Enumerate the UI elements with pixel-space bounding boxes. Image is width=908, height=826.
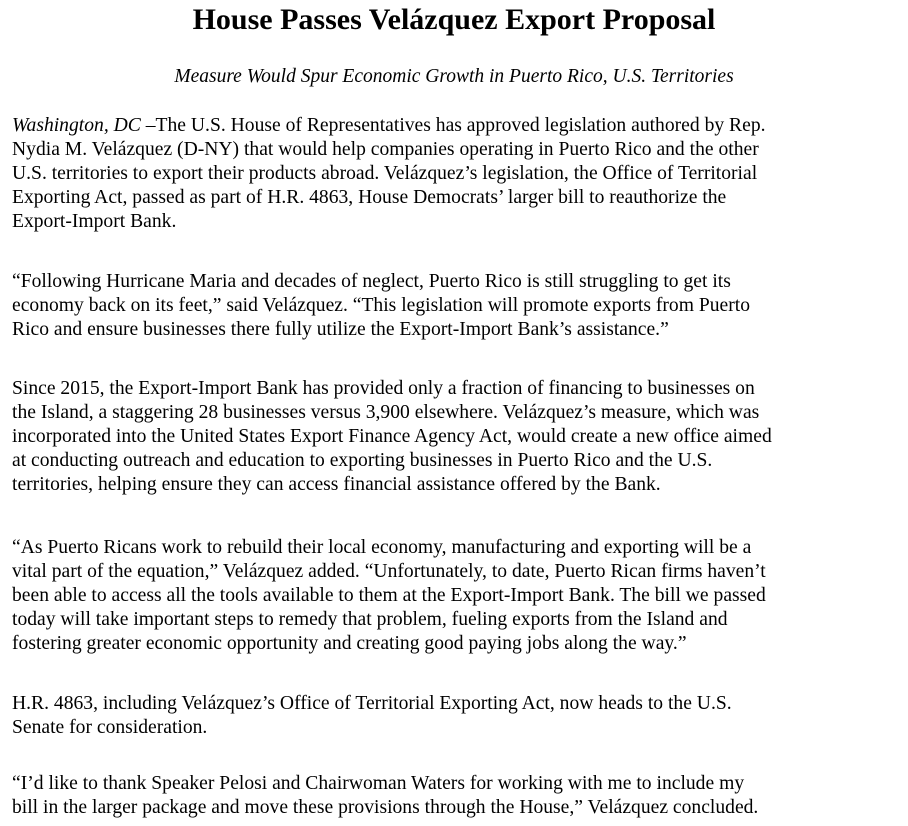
paragraph-line: Rico and ensure businesses there fully utilize the Export-Import Bank’s assistance.” (12, 319, 669, 340)
paragraph-line: Senate for consideration. (12, 717, 208, 738)
paragraph-line: Exporting Act, passed as part of H.R. 4863, House Democrats’ larger bill to reauthorize the (12, 187, 727, 208)
paragraph-senate (12, 692, 904, 740)
dateline: Washington, DC (12, 115, 141, 136)
paragraph-line: vital part of the equation,” Velázquez added. “Unfortunately, to date, Puerto Rican firms haven’t (12, 561, 766, 582)
paragraph-financing (12, 377, 904, 497)
paragraph-line: fostering greater economic opportunity and creating good paying jobs along the way.” (12, 633, 687, 654)
paragraph-quote-2 (12, 536, 904, 656)
paragraph-quote-3 (12, 772, 904, 820)
paragraph-intro (12, 114, 904, 234)
paragraph-line: Export-Import Bank. (12, 211, 177, 232)
paragraph-line: incorporated into the United States Export Finance Agency Act, would create a new office aimed (12, 426, 772, 447)
paragraph-line: economy back on its feet,” said Velázquez. “This legislation will promote exports from Puerto (12, 295, 751, 316)
paragraph-line: H.R. 4863, including Velázquez’s Office of Territorial Exporting Act, now heads to the U.S. (12, 693, 732, 714)
paragraph-line: today will take important steps to remedy that problem, fueling exports from the Island and (12, 609, 728, 630)
paragraph-line: territories, helping ensure they can access financial assistance offered by the Bank. (12, 474, 661, 495)
paragraph-line: “I’d like to thank Speaker Pelosi and Chairwoman Waters for working with me to include my (12, 773, 745, 794)
paragraph-line: Nydia M. Velázquez (D-NY) that would help companies operating in Puerto Rico and the other (12, 139, 759, 160)
paragraph-line: “Following Hurricane Maria and decades of neglect, Puerto Rico is still struggling to get its (12, 271, 731, 292)
paragraph-line: at conducting outreach and education to exporting businesses in Puerto Rico and the U.S. (12, 450, 713, 471)
paragraph-line-text: –The U.S. House of Representatives has approved legislation authored by Rep. (140, 115, 766, 136)
paragraph-line: been able to access all the tools available to them at the Export-Import Bank. The bill we passed (12, 585, 766, 606)
paragraph-line (12, 114, 904, 138)
paragraph-line: U.S. territories to export their products abroad. Velázquez’s legislation, the Office of Territorial (12, 163, 758, 184)
paragraph-line: the Island, a staggering 28 businesses versus 3,900 elsewhere. Velázquez’s measure, which was (12, 402, 760, 423)
subheadline: Measure Would Spur Economic Growth in Puerto Rico, U.S. Territories (174, 66, 734, 87)
paragraph-line: Since 2015, the Export-Import Bank has provided only a fraction of financing to businesses on (12, 378, 755, 399)
paragraph-line: “As Puerto Ricans work to rebuild their local economy, manufacturing and exporting will be a (12, 537, 752, 558)
paragraph-quote-1 (12, 270, 904, 342)
headline: House Passes Velázquez Export Proposal (192, 3, 716, 36)
paragraph-line: bill in the larger package and move these provisions through the House,” Velázquez concluded. (12, 797, 759, 818)
